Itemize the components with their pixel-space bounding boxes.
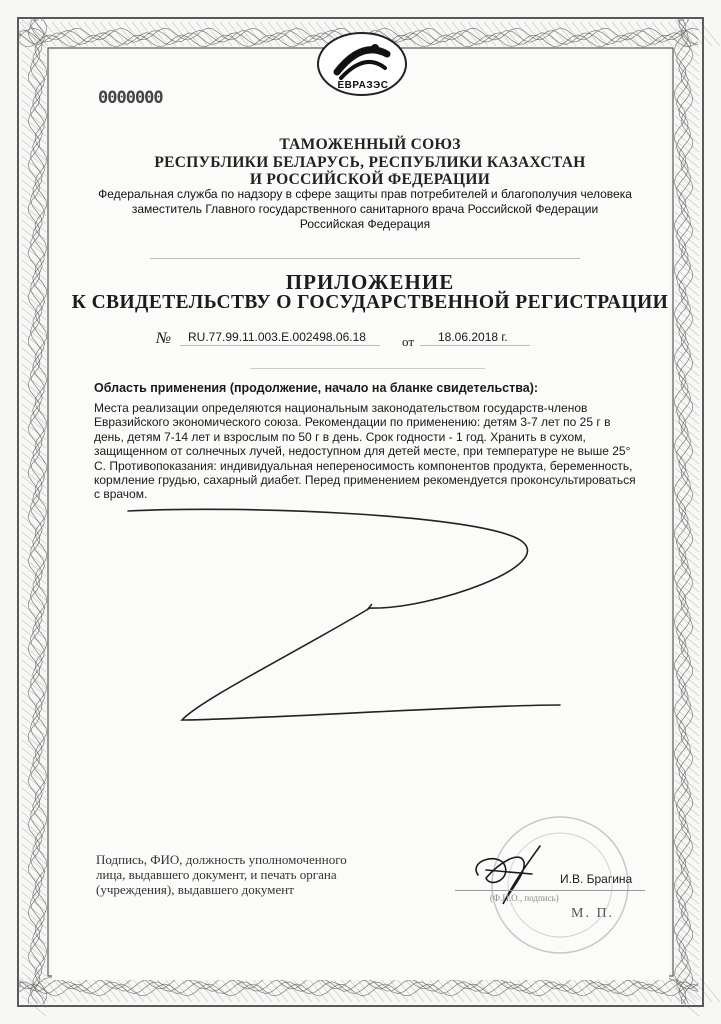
header-agency-line2: заместитель Главного государственного санитарного врача Российской Федерации (131, 202, 599, 216)
header-republics-line2: И РОССИЙСКОЙ ФЕДЕРАЦИИ (249, 171, 491, 188)
signer-name: И.В. Брагина (560, 872, 633, 886)
header-agency-line3: Российская Федерация (299, 217, 431, 231)
title-certificate: К СВИДЕТЕЛЬСТВУ О ГОСУДАРСТВЕННОЙ РЕГИСТРАЦИИ (71, 292, 669, 313)
scope-heading: Область применения (продолжение, начало на бланке свидетельства): (94, 381, 539, 395)
footer-line: Подпись, ФИО, должность уполномоченного (96, 852, 347, 867)
scope-line: кормление грудью, сахарный диабет. Перед применением рекомендуется проконсультироваться (94, 473, 636, 488)
scope-line: день, детям 7-14 лет и взрослым по 50 г в день. Срок годности - 1 год. Хранить в сухом, (94, 429, 586, 444)
date-label: от (402, 334, 415, 349)
certificate-date: 18.06.2018 г. (438, 330, 508, 344)
header-agency-line1: Федеральная служба по надзору в сфере защиты прав потребителей и благополучия человека (98, 187, 632, 201)
scope-line: Места реализации определяются национальным законодательством государств-членов (94, 401, 588, 415)
scope-line: С. Противопоказания: индивидуальная непереносимость компонентов продукта, беременность, (94, 458, 633, 473)
signature-line (455, 890, 645, 891)
certificate-number: RU.77.99.11.003.Е.002498.06.18 (188, 330, 366, 344)
number-label: № (156, 330, 172, 347)
scope-line: Евразийского экономического союза. Рекомендации по применению: детям 3-7 лет по 25 г в (94, 415, 611, 430)
fio-label: (Ф.И.О., подпись) (490, 893, 559, 903)
footer-signature-caption (96, 852, 416, 897)
header-union: ТАМОЖЕННЫЙ СОЮЗ (279, 136, 461, 153)
stamp-mark: М. П. (571, 906, 615, 921)
logo-text: ЕВРАЗЭС (337, 80, 389, 91)
serial-number: 0000000 (98, 88, 163, 108)
scope-line: с врачом. (94, 487, 148, 502)
title-appendix: ПРИЛОЖЕНИЕ (285, 270, 455, 294)
footer-line: (учреждения), выдавшего документ (96, 882, 294, 897)
footer-line: лица, выдавшего документ, и печать органа (96, 867, 337, 882)
header-republics-line1: РЕСПУБЛИКИ БЕЛАРУСЬ, РЕСПУБЛИКИ КАЗАХСТАН (154, 154, 586, 171)
scope-line: защищенном от солнечных лучей, недоступном для детей месте, при температуре не выше 25° (94, 444, 631, 459)
